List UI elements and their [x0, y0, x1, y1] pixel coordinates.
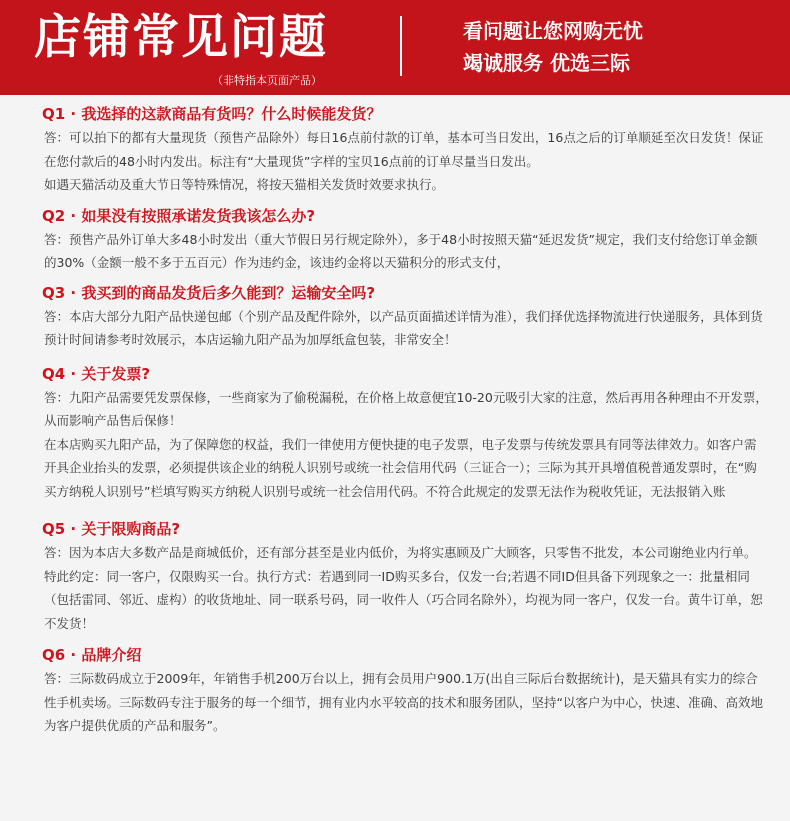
header-banner — [0, 0, 790, 95]
faq-answer — [44, 541, 768, 635]
faq-question: Q6 · 品牌介绍 — [42, 646, 142, 664]
faq-question: Q4 · 关于发票? — [42, 364, 151, 383]
faq-answer-paragraph: 如遇天猫活动及重大节日等特殊情况，将按天猫相关发货时效要求执行。 — [44, 177, 445, 192]
faq-item — [0, 281, 790, 352]
faq-question: Q1 · 我选择的这款商品有货吗？什么时候能发货？ — [42, 105, 382, 123]
faq-list — [0, 95, 790, 738]
faq-answer — [44, 667, 768, 738]
faq-answer-paragraph: 答：本店大部分九阳产品快递包邮（个别产品及配件除外，以产品页面描述详情为准），我们择优选择物流进行快递服务，具体到货预计时间请参考时效展示，本店运输九阳产品为加厚纸盒包装，非常安全！ — [44, 308, 763, 347]
faq-answer-paragraph: 答：九阳产品需要凭发票保修，一些商家为了偷税漏税，在价格上故意便宜10-20元吸引大家的注意，然后再用各种理由不开发票，从而影响产品售后保修！ — [44, 389, 768, 428]
slogan-line-2: 竭诚服务 优选三际 — [463, 51, 630, 75]
header-divider — [400, 16, 402, 76]
faq-answer — [44, 305, 768, 352]
faq-question: Q3 · 我买到的商品发货后多久能到？运输安全吗? — [42, 283, 376, 302]
faq-question: Q5 · 关于限购商品? — [42, 520, 181, 538]
faq-question: Q2 · 如果没有按照承诺发货我该怎么办? — [42, 206, 316, 225]
faq-answer — [44, 228, 768, 275]
page-title: 店铺常见问题 — [34, 10, 328, 65]
faq-item — [0, 204, 790, 275]
faq-item — [0, 102, 790, 197]
faq-answer — [44, 126, 768, 197]
faq-answer-paragraph: 答：可以拍下的都有大量现货（预售产品除外）每日16点前付款的订单，基本可当日发出，16点之后的订单顺延至次日发货！保证在您付款后的48小时内发出。标注有“大量现货”字样的宝贝16点前的订单尽量当日发出。 — [44, 130, 764, 169]
faq-item — [0, 517, 790, 635]
page-subtitle: （非特指本页面产品） — [212, 74, 322, 87]
faq-item — [0, 643, 790, 738]
faq-answer-paragraph: 答：三际数码成立于2009年，年销售手机200万台以上，拥有会员用户900.1万(出自三际后台数据统计)，是天猫具有实力的综合性手机卖场。三际数码专注于服务的每一个细节，拥有业内水平较高的技术和服务团队，坚持“以客户为中心，快速、准确、高效地为客户提供优质的产品和服务”。 — [44, 671, 763, 733]
faq-answer-paragraph: 答：预售产品外订单大多48小时发出（重大节假日另行规定除外），多于48小时按照天猫“延迟发货”规定，我们支付给您订单金额的30%（金额一般不多于五百元）作为违约金，该违约金将以天猫积分的形式支付， — [44, 231, 758, 270]
slogan-line-1: 看问题让您网购无忧 — [463, 19, 643, 43]
faq-answer-paragraph: 答：因为本店大多数产品是商城低价，还有部分甚至是业内低价，为将实惠顾及广大顾客，只零售不批发，本公司谢绝业内行单。特此约定：同一客户，仅限购买一台。执行方式：若遇到同一ID购买多台，仅发一台;若遇不同ID但具备下列现象之一：批量相同（包括雷同、邻近、虚构）的收货地址、同一联系号码，同一收件人（巧合同名除外），均视为同一客户，仅发一台。黄牛订单，恕不发货！ — [44, 545, 763, 631]
faq-answer-paragraph: 在本店购买九阳产品，为了保障您的权益，我们一律使用方便快捷的电子发票，电子发票与传统发票具有同等法律效力。如客户需开具企业抬头的发票，必须提供该企业的纳税人识别号或统一社会信用代码（三证合一）；三际为其开具增值税普通发票时，在“购买方纳税人识别号”栏填写购买方纳税人识别号或统一社会信用代码。不符合此规定的发票无法作为税收凭证，无法报销入账 — [44, 436, 757, 499]
faq-item — [0, 362, 790, 504]
faq-answer — [44, 386, 768, 504]
